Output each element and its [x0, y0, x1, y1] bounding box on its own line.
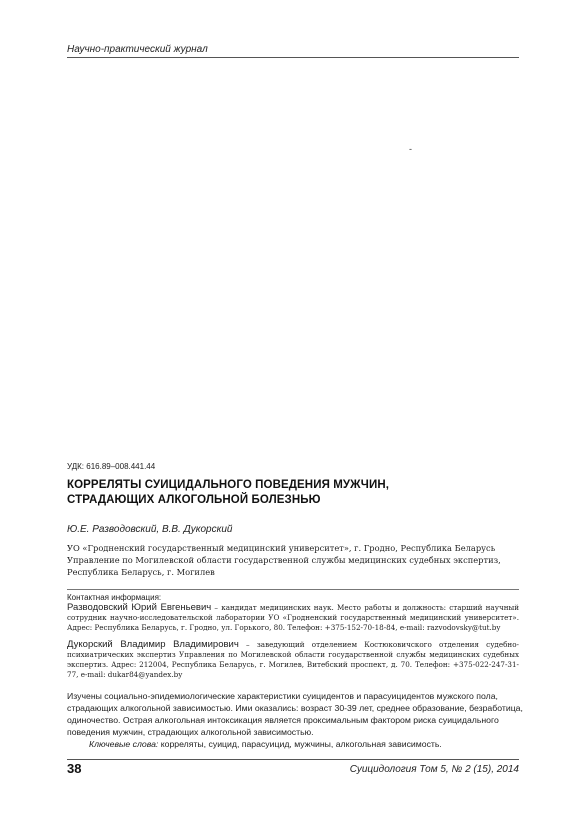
- contact-person: [67, 640, 519, 680]
- stray-mark: -: [409, 144, 412, 154]
- keywords: [67, 738, 523, 750]
- title-line: КОРРЕЛЯТЫ СУИЦИДАЛЬНОГО ПОВЕДЕНИЯ МУЖЧИН,: [67, 479, 390, 491]
- article-authors: Ю.Е. Разводовский, В.В. Дукорский: [67, 524, 233, 535]
- contact-name: Разводовский Юрий Евгеньевич: [67, 602, 212, 613]
- affiliation-line: УО «Гродненский государственный медицинский университет», г. Гродно, Республика Беларусь: [67, 543, 496, 553]
- contact-label: Контактная информация:: [67, 593, 162, 602]
- affiliation-line: Управление по Могилевской области государственной службы медицинских судебных экспертиз,: [67, 555, 501, 565]
- abstract-line: страдающих алкогольной зависимостью. Ими оказались: возраст 30-39 лет, среднее образование, безработица,: [67, 703, 523, 713]
- header-rule: [67, 57, 519, 58]
- contact-info: [67, 589, 519, 680]
- affiliations: [67, 542, 527, 578]
- affiliation-line: Республика Беларусь, г. Могилев: [67, 567, 215, 577]
- contact-name: Дукорский Владимир Владимирович: [67, 639, 239, 650]
- journal-header: Научно-практический журнал: [67, 44, 208, 55]
- abstract-line: одиночество. Острая алкогольная интоксикация является проксимальным фактором риска суицидального: [67, 715, 499, 725]
- udk-code: УДК: 616.89–008.441.44: [67, 462, 156, 471]
- footer-rule: [67, 759, 519, 760]
- contact-rule: [67, 589, 519, 590]
- abstract-line: поведения мужчин, страдающих алкогольной зависимостью.: [67, 727, 314, 737]
- contact-details: – кандидат медицинских наук. Место работы и должность: старший научный сотрудник научно-исследовательской лаборатории УО «Гродненский государственный медицинский университет». Адрес: Республика Беларусь, г. Гродно, ул. Горького, 80. Телефон: +375-152-70-18-84, e-mail: razvodovsky@tut.by: [67, 603, 519, 632]
- abstract-line: Изучены социально-эпидемиологические характеристики суицидентов и парасуицидентов мужского пола,: [67, 691, 498, 701]
- article-title: [67, 478, 519, 508]
- footer-journal-info: Суицидология Том 5, № 2 (15), 2014: [349, 764, 519, 775]
- keywords-label: Ключевые слова:: [89, 739, 159, 749]
- title-line: СТРАДАЮЩИХ АЛКОГОЛЬНОЙ БОЛЕЗНЬЮ: [67, 494, 321, 506]
- keywords-text: корреляты, суицид, парасуицид, мужчины, алкогольная зависимость.: [158, 739, 442, 749]
- page-number: 38: [67, 761, 82, 776]
- contact-details: – заведующий отделением Костюковичского отделения судебно-психиатрических экспертиз Управления по Могилевской области государственной службы медицинских судебных экспертиз. Адрес: 212004, Республика Беларусь, г. Могилев, Витебский проспект, д. 70. Телефон: +375-022-247-31-77, e-mail: dukar84@yandex.by: [67, 640, 519, 679]
- contact-person: [67, 603, 519, 633]
- abstract: [67, 690, 523, 750]
